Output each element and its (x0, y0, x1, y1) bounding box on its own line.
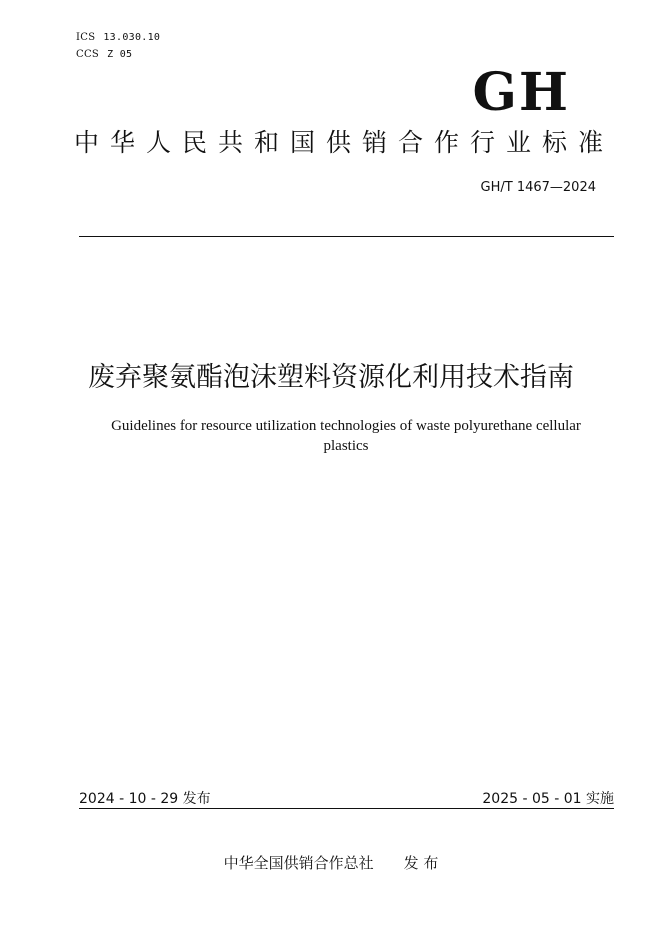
ics-classification (76, 32, 160, 43)
ccs-code: Z 05 (107, 49, 133, 60)
publisher-line (0, 852, 662, 873)
industry-standard-title: 中华人民共和国供销合作行业标准 (74, 128, 615, 157)
issue-date: 2024 - 10 - 29 发布 (79, 791, 211, 807)
ccs-label: CCS (76, 49, 100, 60)
document-title-en: Guidelines for resource utilization technologies of waste polyurethane cellular plastics (111, 418, 581, 454)
header-divider (79, 236, 614, 237)
publisher-action: 发 布 (403, 854, 439, 872)
ccs-classification (76, 49, 132, 60)
footer-divider (79, 808, 614, 809)
ics-code: 13.030.10 (103, 32, 161, 43)
standard-number: GH/T 1467—2024 (480, 180, 596, 195)
document-title-zh: 废弃聚氨酯泡沫塑料资源化利用技术指南 (88, 362, 574, 393)
ics-label: ICS (76, 32, 96, 43)
publisher-name: 中华全国供销合作总社 (223, 854, 374, 872)
gh-logo: GH (472, 62, 570, 123)
implementation-date: 2025 - 05 - 01 实施 (482, 791, 614, 807)
